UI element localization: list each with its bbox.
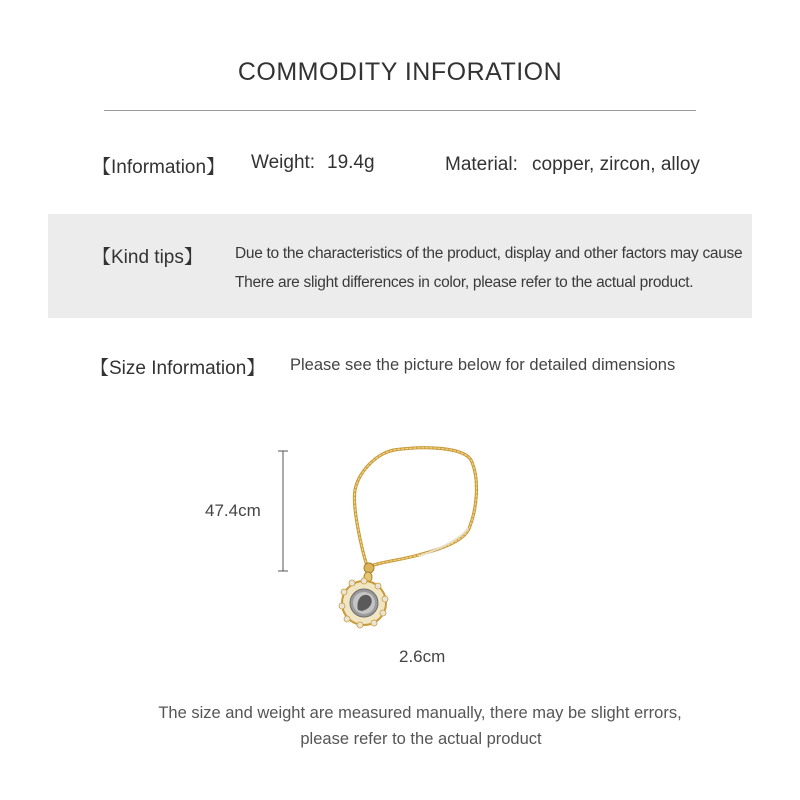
height-dimension-line: [278, 451, 288, 571]
footer-note-line-1: The size and weight are measured manually, there may be slight errors,: [158, 704, 682, 722]
width-dimension-label: 2.6cm: [399, 647, 446, 666]
material-value: copper, zircon, alloy: [532, 154, 700, 175]
weight-label: Weight:: [251, 152, 316, 173]
material-label: Material:: [445, 154, 518, 175]
size-information-label: 【Size Information】: [90, 358, 266, 379]
kind-tips-label: 【Kind tips】: [92, 247, 203, 268]
weight-value: 19.4g: [327, 152, 375, 173]
coin-pendant-icon: [339, 578, 388, 628]
necklace-image: [270, 440, 510, 630]
kind-tips-line-2: There are slight differences in color, please refer to the actual product.: [235, 274, 694, 291]
title-divider: [104, 110, 696, 111]
page-title: COMMODITY INFORATION: [237, 58, 563, 86]
kind-tips-line-1: Due to the characteristics of the product, display and other factors may cause: [235, 245, 743, 262]
footer-note-line-2: please refer to the actual product: [300, 730, 542, 748]
information-label: 【Information】: [92, 157, 226, 178]
chain-icon: [354, 448, 476, 566]
height-dimension-label: 47.4cm: [205, 501, 261, 520]
size-information-description: Please see the picture below for detailed dimensions: [290, 356, 676, 374]
